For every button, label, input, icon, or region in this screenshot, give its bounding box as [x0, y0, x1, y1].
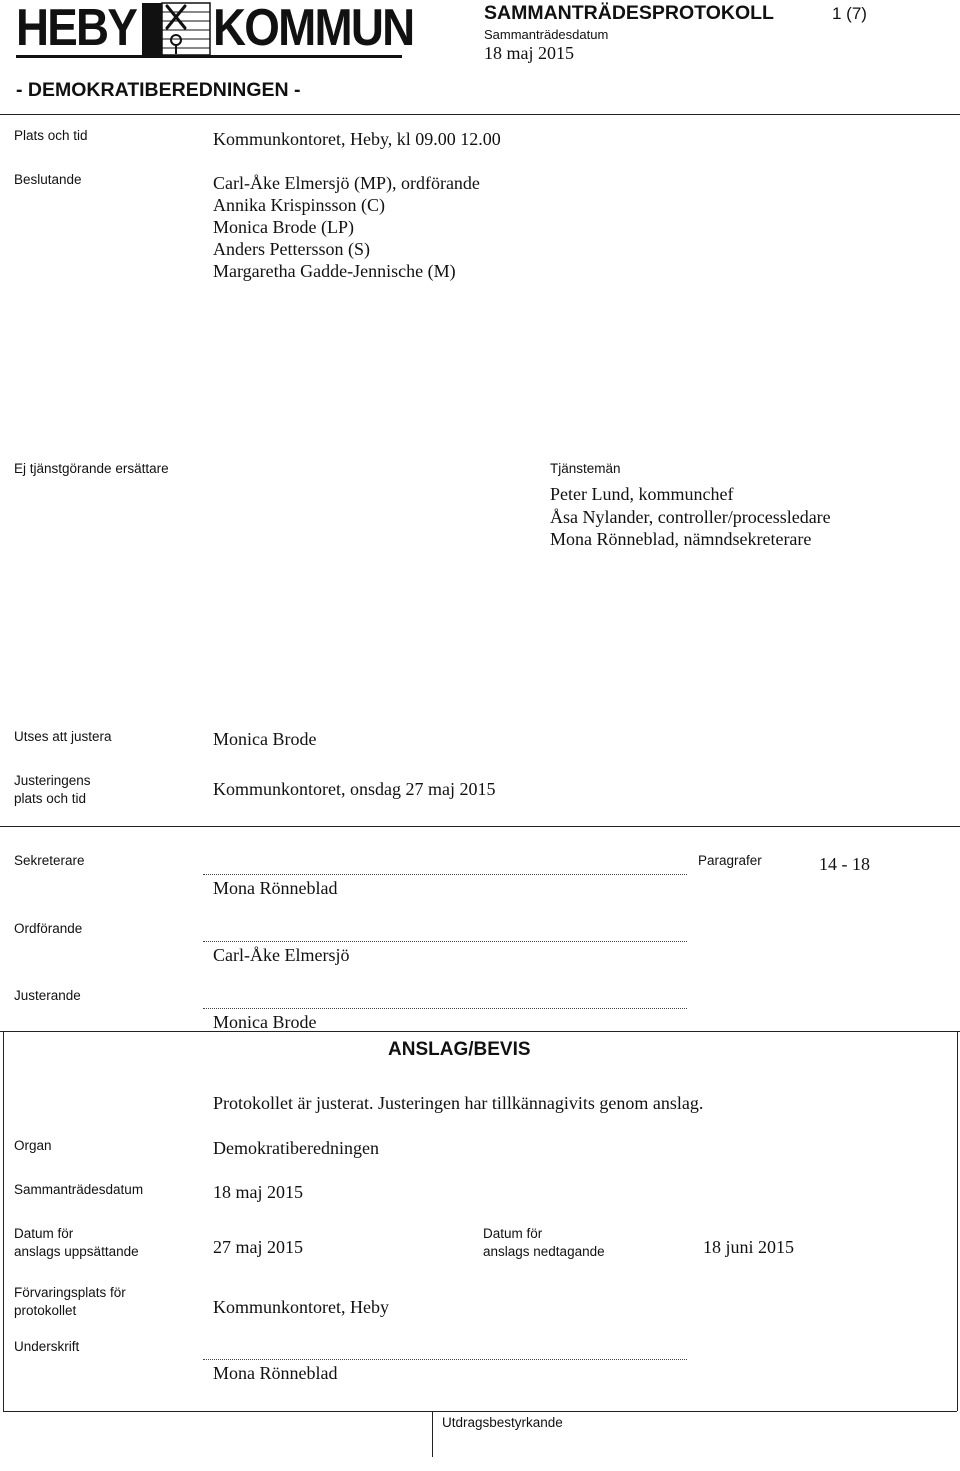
coat-of-arms-icon	[141, 2, 211, 56]
official-item: Peter Lund, kommunchef	[550, 484, 734, 504]
meeting-date-label: Sammanträdesdatum	[14, 1182, 144, 1197]
adjustment-place-label: plats och tid	[14, 791, 87, 806]
chair-name: Carl-Åke Elmersjö	[213, 945, 350, 965]
removed-date-label: anslags nedtagande	[483, 1244, 605, 1259]
adjuster-appointed-value: Monica Brode	[213, 729, 317, 749]
anslag-signature-name: Mona Rönneblad	[213, 1363, 338, 1383]
organ-label: Organ	[14, 1138, 52, 1153]
adjustment-place-value: Kommunkontoret, onsdag 27 maj 2015	[213, 779, 496, 799]
posted-date-label: Datum för	[14, 1226, 74, 1241]
paragraphs-value: 14 - 18	[819, 854, 870, 874]
anslag-title: ANSLAG/BEVIS	[388, 1039, 531, 1060]
logo-text-heby: HEBY	[16, 0, 137, 57]
footer-divider	[432, 1411, 433, 1457]
adjustment-place-label: Justeringens	[14, 773, 91, 788]
officials-label: Tjänstemän	[550, 461, 621, 476]
secretary-label: Sekreterare	[14, 853, 85, 868]
adjuster-signature-line	[203, 1008, 687, 1009]
secretary-name: Mona Rönneblad	[213, 878, 338, 898]
meeting-date-value: 18 maj 2015	[213, 1182, 303, 1202]
member-item: Annika Krispinsson (C)	[213, 195, 385, 215]
document-title: SAMMANTRÄDESPROTOKOLL	[484, 2, 774, 24]
secretary-signature-line	[203, 874, 687, 875]
extract-certification-label: Utdragsbestyrkande	[442, 1415, 563, 1430]
posted-date-value: 27 maj 2015	[213, 1237, 303, 1257]
adjuster-appointed-label: Utses att justera	[14, 729, 112, 744]
anslag-left-border	[3, 1031, 4, 1411]
header-date-label: Sammanträdesdatum	[484, 27, 609, 42]
anslag-right-border	[957, 1031, 958, 1411]
storage-label: Förvaringsplats för	[14, 1285, 126, 1300]
decision-makers-label: Beslutande	[14, 172, 82, 187]
adjuster-label: Justerande	[14, 988, 81, 1003]
paragraphs-label: Paragrafer	[698, 853, 762, 868]
storage-label: protokollet	[14, 1303, 77, 1318]
logo-underline	[16, 55, 402, 58]
substitutes-label: Ej tjänstgörande ersättare	[14, 461, 169, 476]
official-item: Åsa Nylander, controller/processledare	[550, 507, 831, 527]
member-item: Monica Brode (LP)	[213, 217, 354, 237]
anslag-statement: Protokollet är justerat. Justeringen har tillkännagivits genom anslag.	[213, 1093, 704, 1113]
adjuster-name: Monica Brode	[213, 1012, 317, 1032]
signature-label: Underskrift	[14, 1339, 80, 1354]
member-item: Anders Pettersson (S)	[213, 239, 370, 259]
header-divider	[0, 114, 960, 115]
chair-signature-line	[203, 941, 687, 942]
organ-value: Demokratiberedningen	[213, 1138, 379, 1158]
page-number: 1 (7)	[832, 4, 867, 23]
member-item: Margaretha Gadde-Jennische (M)	[213, 261, 456, 281]
removed-date-value: 18 juni 2015	[703, 1237, 795, 1257]
heby-kommun-logo	[14, 0, 414, 60]
place-label: Plats och tid	[14, 128, 88, 143]
removed-date-label: Datum för	[483, 1226, 543, 1241]
place-value: Kommunkontoret, Heby, kl 09.00 12.00	[213, 129, 501, 149]
anslag-bottom-border	[3, 1411, 957, 1412]
chair-label: Ordförande	[14, 921, 83, 936]
storage-value: Kommunkontoret, Heby	[213, 1297, 389, 1317]
member-item: Carl-Åke Elmersjö (MP), ordförande	[213, 173, 480, 193]
anslag-top-border	[0, 1031, 960, 1032]
posted-date-label: anslags uppsättande	[14, 1244, 139, 1259]
department-title: - DEMOKRATIBEREDNINGEN -	[16, 79, 301, 101]
header-date-value: 18 maj 2015	[484, 43, 574, 63]
official-item: Mona Rönneblad, nämndsekreterare	[550, 529, 812, 549]
logo-text-kommun: KOMMUN	[213, 0, 414, 57]
anslag-signature-line	[203, 1359, 687, 1360]
section-divider	[0, 826, 960, 827]
